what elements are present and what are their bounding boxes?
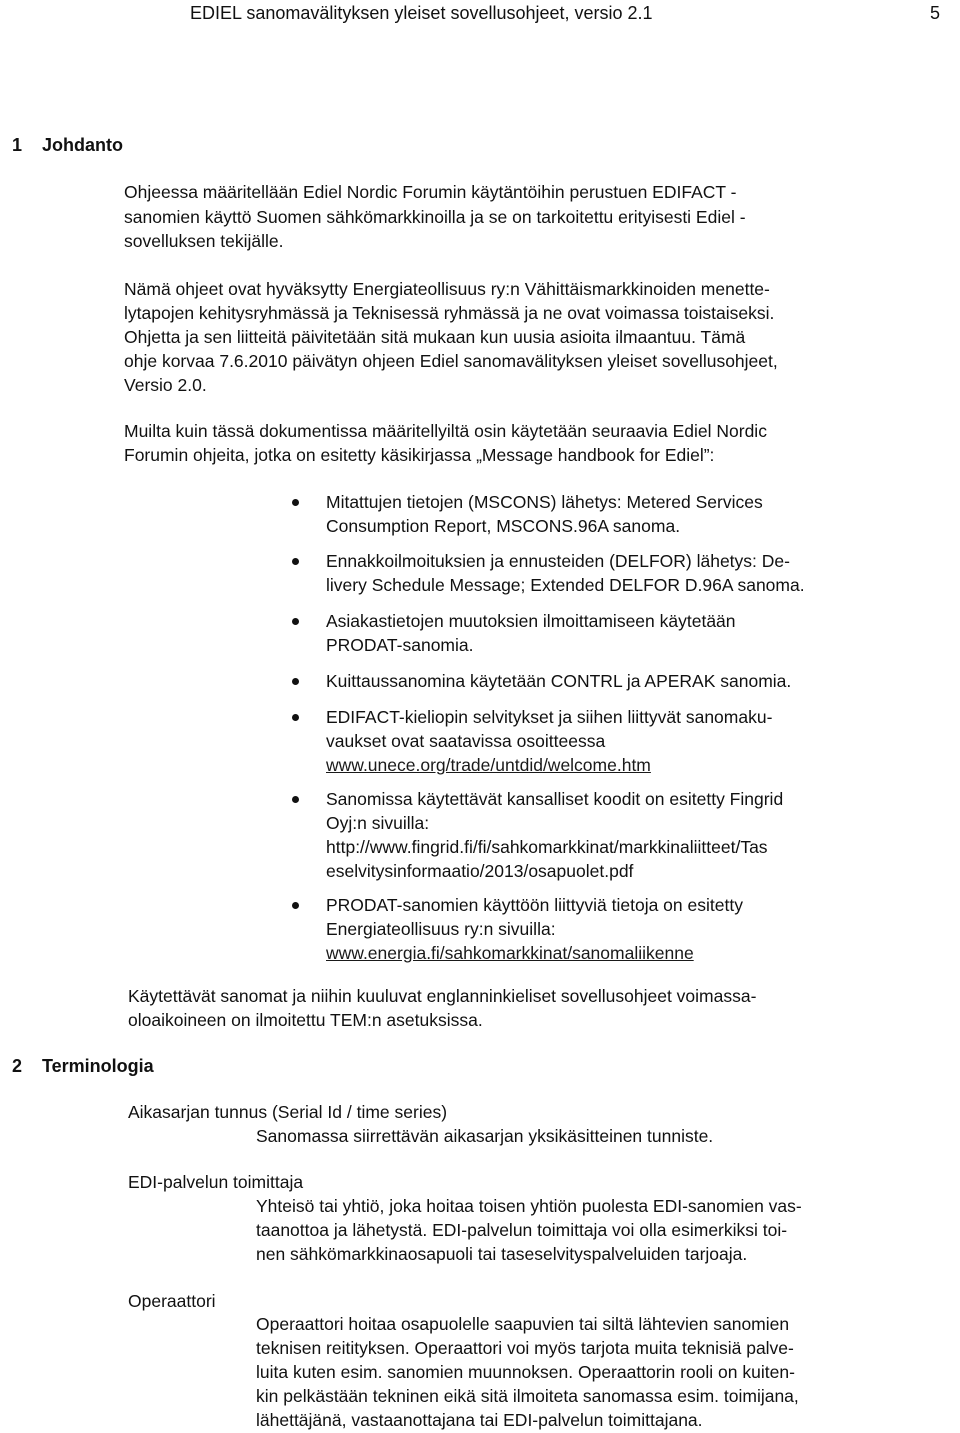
text-line: Ennakkoilmoituksien ja ennusteiden (DELFOR) lähetys: De- bbox=[326, 551, 790, 571]
term-definition: Yhteisö tai yhtiö, joka hoitaa toisen yhtiön puolesta EDI-sanomien vas- bbox=[256, 1196, 802, 1216]
term-label: Operaattori bbox=[128, 1291, 216, 1311]
text-line: Nämä ohjeet ovat hyväksytty Energiateollisuus ry:n Vähittäismarkkinoiden menette- bbox=[124, 279, 770, 299]
bullet-icon bbox=[292, 499, 299, 506]
term-definition: nen sähkömarkkinaosapuoli tai taseselvityspalveluiden tarjoaja. bbox=[256, 1244, 748, 1264]
term-definition: teknisen reitityksen. Operaattori voi myös tarjota muita teknisiä palve- bbox=[256, 1338, 794, 1358]
section-2-title: Terminologia bbox=[42, 1056, 154, 1076]
term-definition: kin pelkästään tekninen eikä sitä ilmoiteta sanomassa esim. toimijana, bbox=[256, 1386, 799, 1406]
term-definition: lähettäjänä, vastaanottajana tai EDI-palvelun toimittajana. bbox=[256, 1410, 703, 1430]
term-label: Aikasarjan tunnus (Serial Id / time series) bbox=[128, 1102, 448, 1122]
bullet-icon bbox=[292, 796, 299, 803]
text-line: lytapojen kehitysryhmässä ja Teknisessä ryhmässä ja ne ovat voimassa toistaiseksi. bbox=[124, 303, 775, 323]
term-label: EDI-palvelun toimittaja bbox=[128, 1172, 304, 1192]
text-line: sovelluksen tekijälle. bbox=[124, 231, 284, 251]
text-line: Oyj:n sivuilla: bbox=[326, 813, 430, 833]
section-1-title: Johdanto bbox=[42, 135, 123, 155]
term-definition: luita kuten esim. sanomien muunnoksen. Operaattorin rooli on kuiten- bbox=[256, 1362, 795, 1382]
text-line: Muilta kuin tässä dokumentissa määritellyiltä osin käytetään seuraavia Ediel Nordic bbox=[124, 421, 767, 441]
text-line: Mitattujen tietojen (MSCONS) lähetys: Metered Services bbox=[326, 492, 763, 512]
text-line: Sanomissa käytettävät kansalliset koodit on esitetty Fingrid bbox=[326, 789, 784, 809]
fingrid-url-cont: eselvitysinformaatio/2013/osapuolet.pdf bbox=[326, 861, 634, 881]
text-line: Kuittaussanomina käytetään CONTRL ja APERAK sanomia. bbox=[326, 671, 792, 691]
text-line: oloaikoineen on ilmoitettu TEM:n asetuksissa. bbox=[128, 1010, 483, 1030]
text-line: Forumin ohjeita, jotka on esitetty käsikirjassa „Message handbook for Ediel”: bbox=[124, 445, 715, 465]
bullet-icon bbox=[292, 618, 299, 625]
page-number: 5 bbox=[929, 3, 940, 23]
term-definition: Sanomassa siirrettävän aikasarjan yksikäsitteinen tunniste. bbox=[256, 1126, 714, 1146]
term-definition: Operaattori hoitaa osapuolelle saapuvien tai siltä lähtevien sanomien bbox=[256, 1314, 790, 1334]
text-line: sanomien käyttö Suomen sähkömarkkinoilla ja se on tarkoitettu erityisesti Ediel - bbox=[124, 207, 746, 227]
text-line: Ohjeessa määritellään Ediel Nordic Forumin käytäntöihin perustuen EDIFACT - bbox=[124, 182, 737, 202]
text-line: PRODAT-sanomia. bbox=[326, 635, 474, 655]
bullet-icon bbox=[292, 558, 299, 565]
fingrid-url: http://www.fingrid.fi/fi/sahkomarkkinat/markkinaliitteet/Tas bbox=[326, 837, 768, 857]
term-definition: taanottoa ja lähetystä. EDI-palvelun toimittaja voi olla esimerkiksi toi- bbox=[256, 1220, 788, 1240]
text-line: Energiateollisuus ry:n sivuilla: bbox=[326, 919, 556, 939]
section-2-number: 2 bbox=[12, 1056, 23, 1076]
text-line: PRODAT-sanomien käyttöön liittyviä tietoja on esitetty bbox=[326, 895, 743, 915]
document-header: EDIEL sanomavälityksen yleiset sovellusohjeet, versio 2.1 bbox=[190, 3, 653, 23]
text-line: ohje korvaa 7.6.2010 päivätyn ohjeen Ediel sanomavälityksen yleiset sovellusohjeet, bbox=[124, 351, 778, 371]
text-line: Asiakastietojen muutoksien ilmoittamiseen käytetään bbox=[326, 611, 736, 631]
bullet-icon bbox=[292, 714, 299, 721]
text-line: vaukset ovat saatavissa osoitteessa bbox=[326, 731, 606, 751]
text-line: Versio 2.0. bbox=[124, 375, 207, 395]
text-line: EDIFACT-kieliopin selvitykset ja siihen liittyvät sanomaku- bbox=[326, 707, 773, 727]
text-line: livery Schedule Message; Extended DELFOR D.96A sanoma. bbox=[326, 575, 805, 595]
bullet-icon bbox=[292, 902, 299, 909]
section-1-number: 1 bbox=[12, 135, 23, 155]
text-line: Ohjetta ja sen liitteitä päivitetään sitä mukaan kun uusia asioita ilmaantuu. Tämä bbox=[124, 327, 746, 347]
text-line: Consumption Report, MSCONS.96A sanoma. bbox=[326, 516, 681, 536]
unece-link[interactable]: www.unece.org/trade/untdid/welcome.htm bbox=[326, 755, 651, 775]
energia-link[interactable]: www.energia.fi/sahkomarkkinat/sanomaliikenne bbox=[326, 943, 694, 963]
bullet-icon bbox=[292, 678, 299, 685]
text-line: Käytettävät sanomat ja niihin kuuluvat englanninkieliset sovellusohjeet voimassa- bbox=[128, 986, 757, 1006]
